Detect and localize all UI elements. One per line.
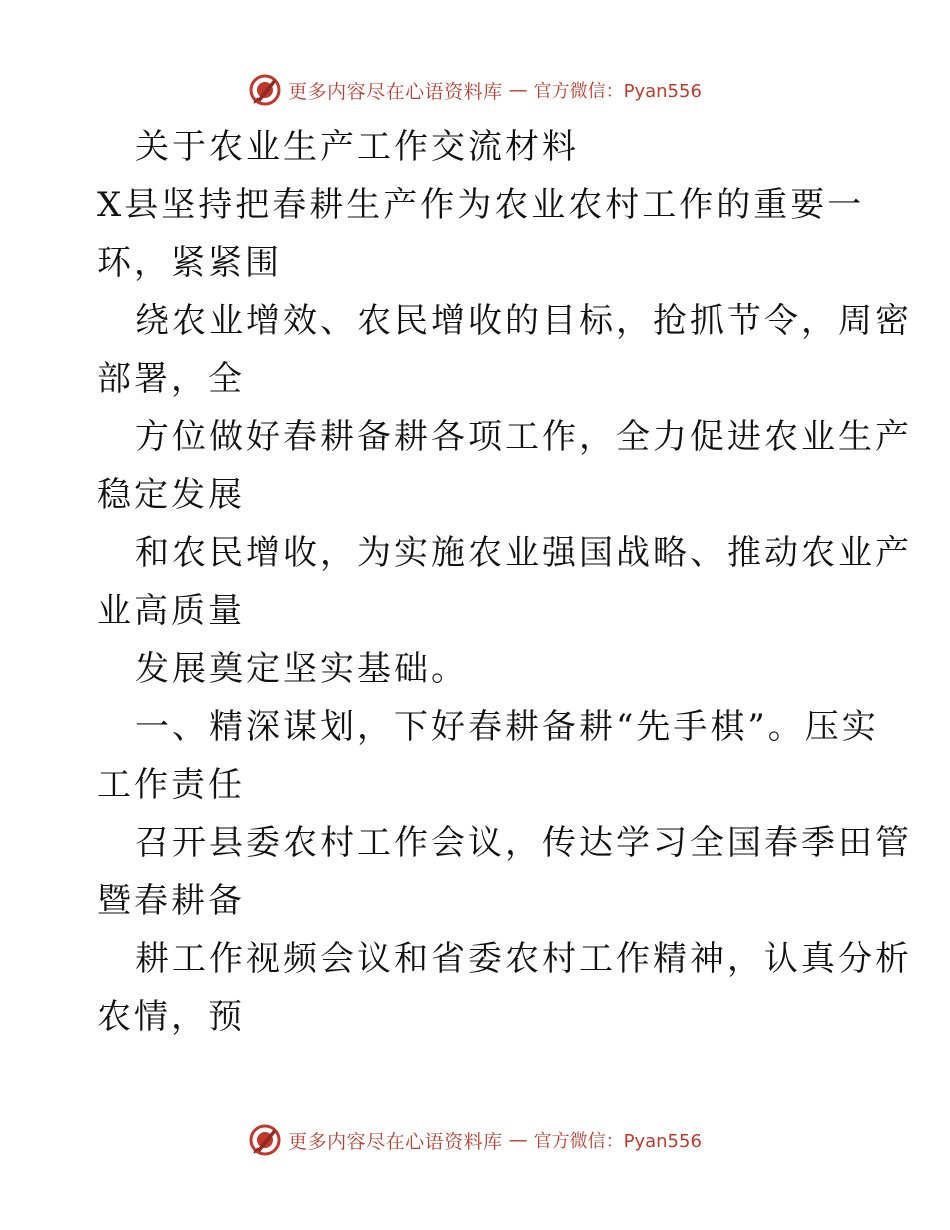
paragraph-line: 方位做好春耕备耕各项工作，全力促进农业生产: [135, 417, 912, 457]
paragraph-line: 业高质量: [97, 591, 245, 631]
paragraph-line: 召开县委农村工作会议，传达学习全国春季田管: [135, 823, 912, 863]
paragraph-line: 耕工作视频会议和省委农村工作精神，认真分析: [135, 939, 912, 979]
paragraph-line: 环，紧紧围: [97, 243, 282, 283]
paragraph-line: 发展奠定坚实基础。: [135, 649, 468, 689]
document-body: [97, 118, 912, 1046]
section-heading-line: 一、精深谋划，下好春耕备耕“先手棋”。压实: [135, 707, 879, 747]
paragraph-line: 和农民增收，为实施农业强国战略、推动农业产: [135, 533, 912, 573]
footer-wechat-text: 官方微信：Pyan556: [533, 1131, 702, 1152]
header-banner: [0, 70, 950, 110]
paragraph-line: 农情，预: [97, 997, 245, 1037]
paragraph-line: 暨春耕备: [97, 881, 245, 921]
document-title: 关于农业生产工作交流材料: [135, 127, 579, 167]
header-brand-text: 更多内容尽在心语资料库: [288, 80, 503, 103]
header-wechat-text: 官方微信：Pyan556: [533, 81, 702, 102]
quill-circle-icon: [248, 73, 282, 107]
paragraph-line: X县坚持把春耕生产作为农业农村工作的重要一: [97, 185, 865, 225]
footer-banner: [0, 1120, 950, 1160]
footer-brand-text: 更多内容尽在心语资料库: [288, 1130, 503, 1153]
quill-circle-icon: [248, 1123, 282, 1157]
paragraph-line: 绕农业增效、农民增收的目标，抢抓节令，周密: [135, 301, 912, 341]
paragraph-line: 工作责任: [97, 765, 245, 805]
paragraph-line: 部署，全: [97, 359, 245, 399]
footer-separator: —: [508, 1129, 528, 1151]
paragraph-line: 稳定发展: [97, 475, 245, 515]
header-separator: —: [508, 79, 528, 101]
